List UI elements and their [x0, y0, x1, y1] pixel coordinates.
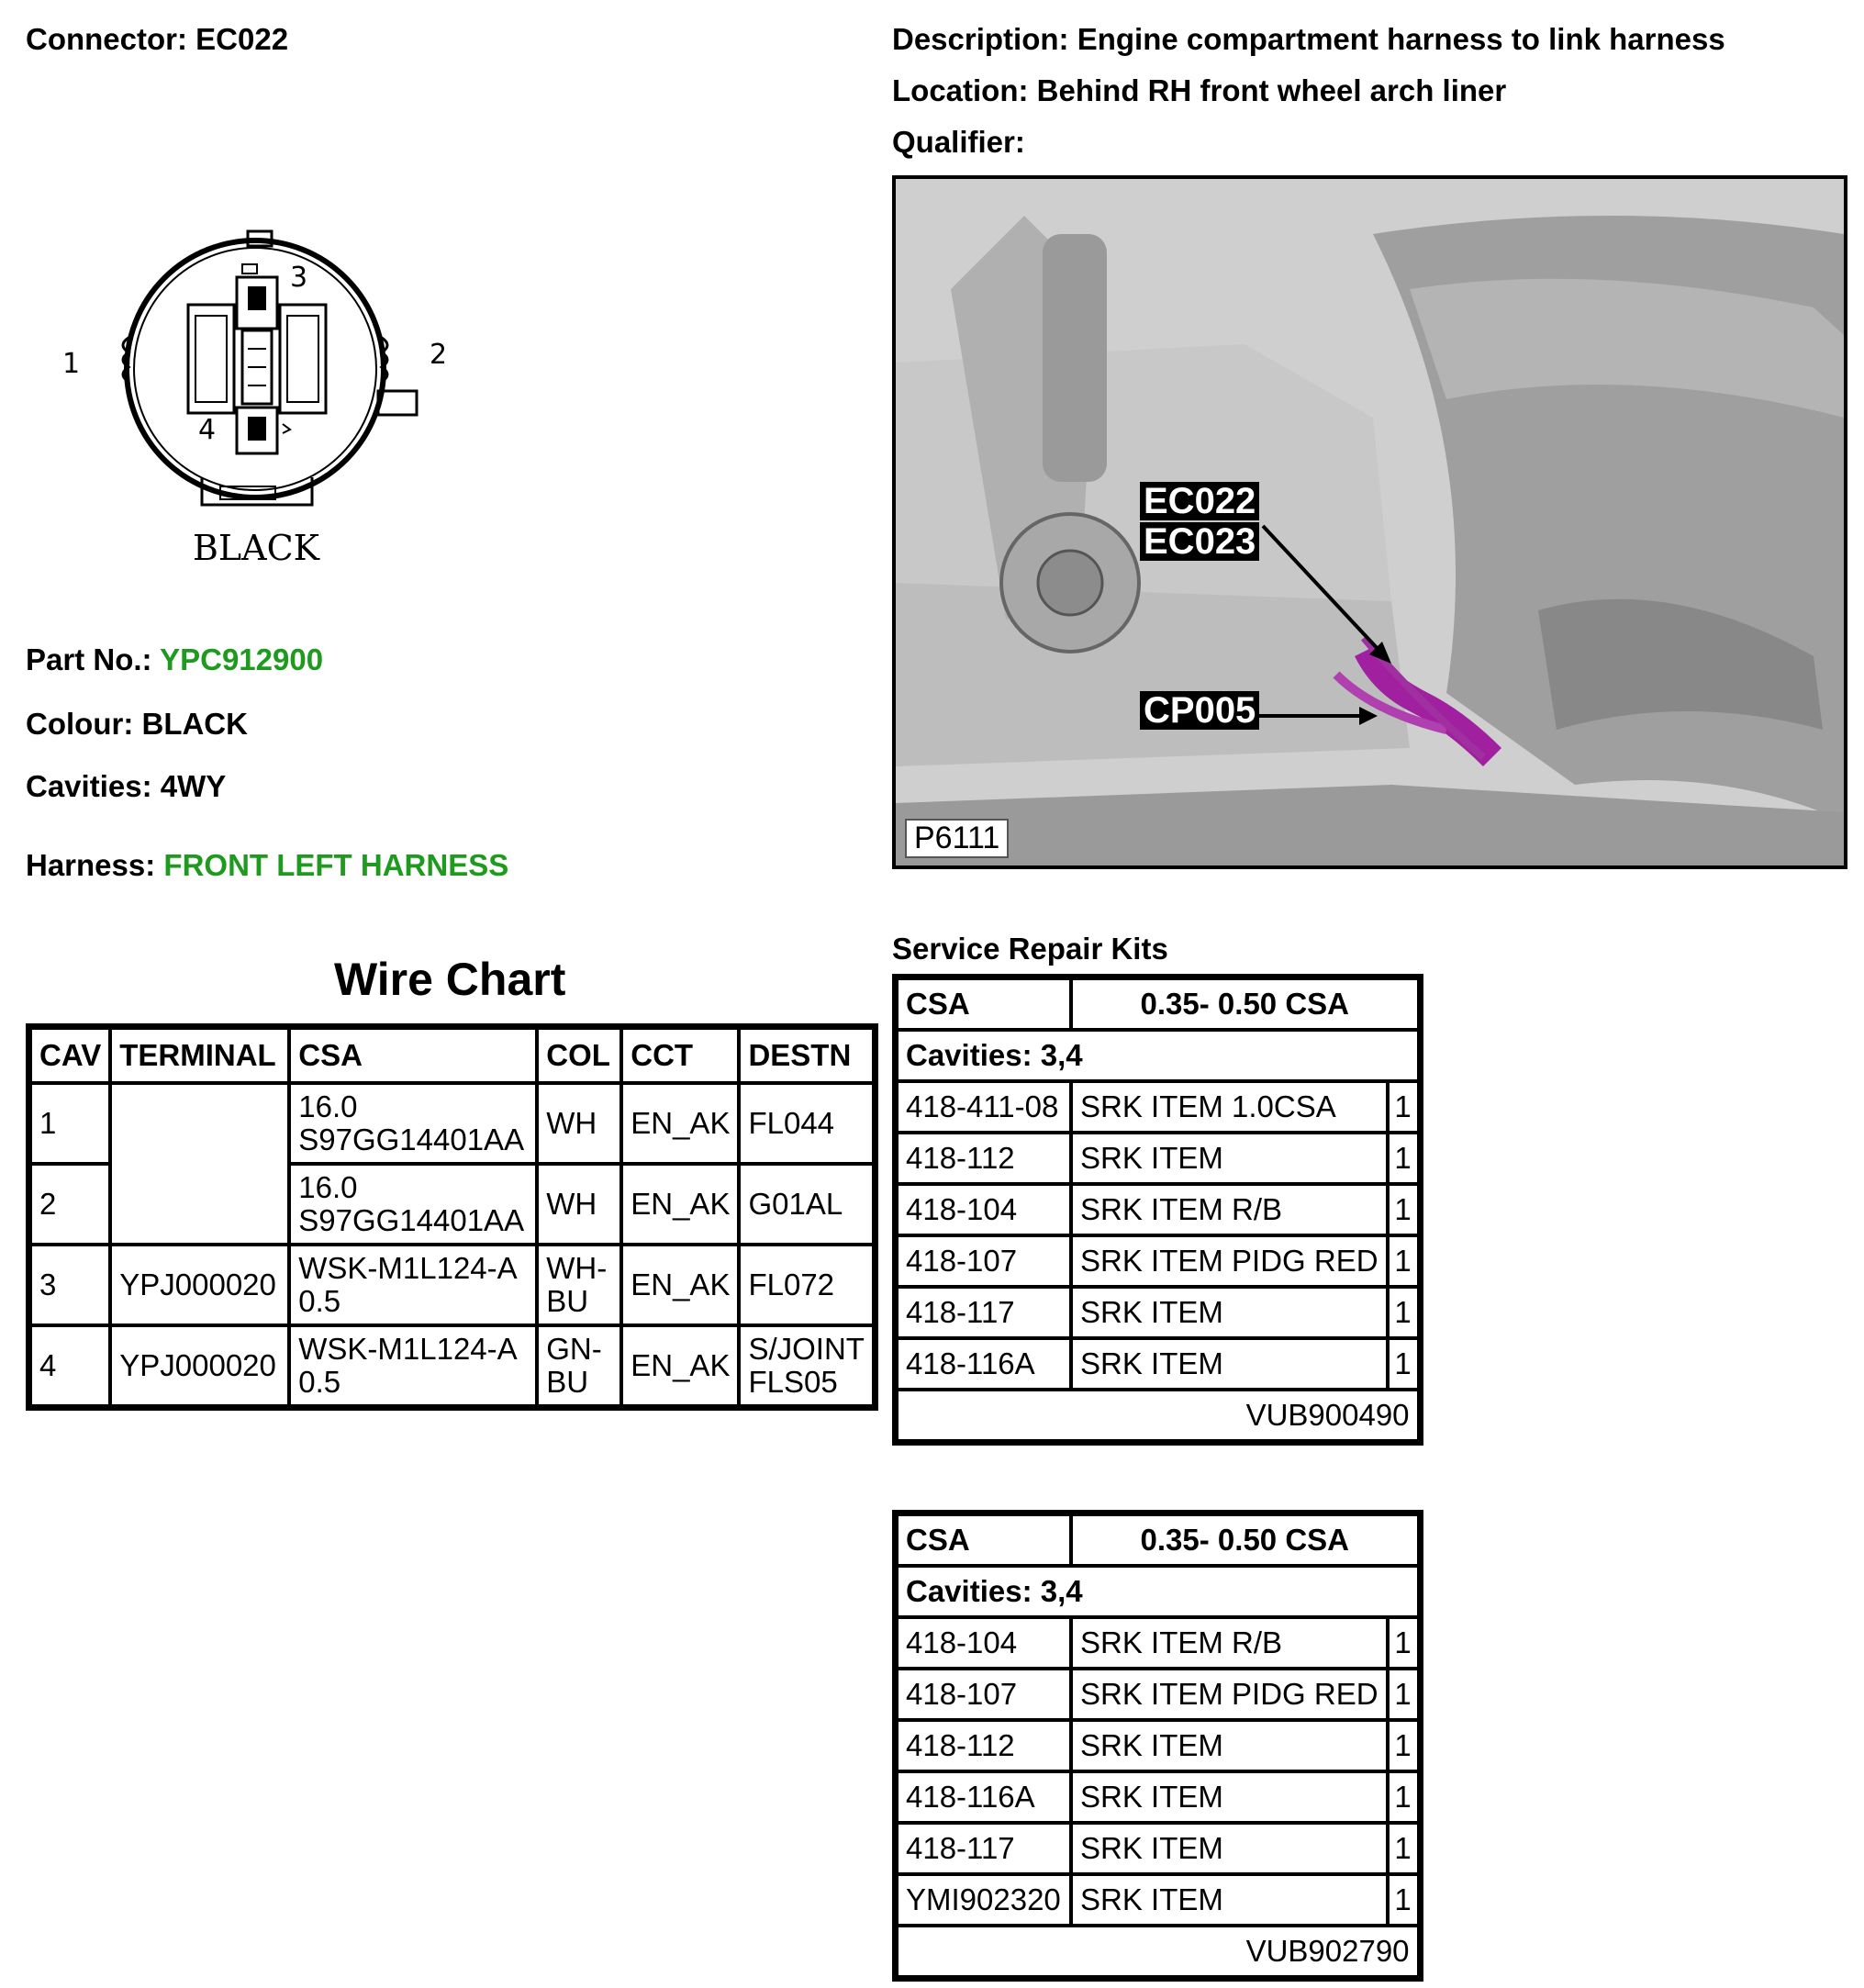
- cell-col: [537, 1083, 621, 1164]
- kit-csa-value: 0.35- 0.50 CSA: [1071, 1514, 1419, 1566]
- kit-item-qty: 1: [1388, 1184, 1419, 1235]
- description-label: Description:: [892, 22, 1069, 56]
- kit-part-row: [897, 1390, 1419, 1441]
- kit-item-code: 418-112: [897, 1133, 1071, 1184]
- col-line-1: WH-: [546, 1251, 608, 1285]
- destn-line-1: FL044: [748, 1106, 835, 1140]
- csa-line-2: S97GG14401AA: [298, 1122, 525, 1156]
- connector-colour-caption: BLACK: [193, 528, 320, 568]
- table-row: [897, 1235, 1419, 1287]
- csa-line-1: 16.0: [298, 1089, 358, 1123]
- connector-label: Connector:: [26, 22, 187, 56]
- kit-item-desc: SRK ITEM: [1071, 1823, 1388, 1874]
- qualifier-label: Qualifier:: [892, 125, 1025, 159]
- kit-item-code: 418-107: [897, 1669, 1071, 1720]
- kit-item-desc: SRK ITEM: [1071, 1720, 1388, 1771]
- cell-destn: [739, 1245, 874, 1325]
- service-kit-table-2: [892, 1510, 1423, 1982]
- kit-item-code: 418-116A: [897, 1338, 1071, 1390]
- kit-item-qty: 1: [1388, 1669, 1419, 1720]
- kit-item-code: 418-112: [897, 1720, 1071, 1771]
- csa-line-2: S97GG14401AA: [298, 1203, 525, 1237]
- kit-item-qty: 1: [1388, 1235, 1419, 1287]
- table-row: [897, 1669, 1419, 1720]
- description-value: Engine compartment harness to link harness: [1077, 22, 1725, 56]
- kit-item-desc: SRK ITEM PIDG RED: [1071, 1235, 1388, 1287]
- part-no-line: [26, 642, 323, 677]
- cell-cav: 2: [30, 1164, 110, 1245]
- kit-item-desc: SRK ITEM: [1071, 1287, 1388, 1338]
- kit-item-qty: 1: [1388, 1081, 1419, 1133]
- colour-line: [26, 707, 248, 742]
- table-row: [30, 1325, 874, 1406]
- cell-destn: [739, 1083, 874, 1164]
- kit-csa-row: [897, 1514, 1419, 1566]
- csa-line-2: 0.5: [298, 1284, 341, 1318]
- photo-callout-cp005: CP005: [1140, 691, 1259, 730]
- photo-callout-ec022: EC022: [1140, 482, 1259, 520]
- table-row: [897, 1184, 1419, 1235]
- table-row: [897, 1874, 1419, 1926]
- cell-csa: [289, 1245, 537, 1325]
- destn-line-1: S/JOINT: [748, 1332, 865, 1366]
- description-line: [892, 22, 1725, 57]
- table-row: [897, 1287, 1419, 1338]
- csa-line-2: 0.5: [298, 1365, 341, 1399]
- cell-cav: 1: [30, 1083, 110, 1164]
- destn-line-1: G01AL: [748, 1187, 843, 1221]
- table-row: [30, 1083, 874, 1164]
- kit-item-qty: 1: [1388, 1823, 1419, 1874]
- kit-item-code: 418-116A: [897, 1771, 1071, 1823]
- kit-item-desc: SRK ITEM R/B: [1071, 1617, 1388, 1669]
- location-photo: [892, 175, 1847, 869]
- col-line-1: GN-: [546, 1332, 602, 1366]
- destn-line-1: FL072: [748, 1268, 835, 1301]
- kit-item-code: 418-107: [897, 1235, 1071, 1287]
- connector-value: EC022: [195, 22, 289, 56]
- col-line-1: WH: [546, 1106, 597, 1140]
- col-header-destn: DESTN: [739, 1028, 874, 1083]
- destn-line-2: FLS05: [748, 1365, 838, 1399]
- cavities-line: [26, 769, 226, 804]
- service-repair-kits-title: Service Repair Kits: [892, 932, 1168, 966]
- kit-item-code: 418-117: [897, 1287, 1071, 1338]
- kit-csa-row: [897, 978, 1419, 1030]
- pin-label-3: 3: [290, 262, 308, 294]
- cell-terminal: YPJ000020: [110, 1325, 289, 1406]
- colour-value: BLACK: [141, 707, 248, 741]
- location-value: Behind RH front wheel arch liner: [1036, 73, 1507, 107]
- pin-label-4: 4: [198, 414, 217, 446]
- col-header-cct: CCT: [621, 1028, 739, 1083]
- cell-csa: [289, 1325, 537, 1406]
- harness-line: [26, 848, 508, 883]
- col-header-col: COL: [537, 1028, 621, 1083]
- wire-chart-header-row: [30, 1028, 874, 1083]
- table-row: [897, 1823, 1419, 1874]
- col-header-csa: CSA: [289, 1028, 537, 1083]
- connector-face-diagram: [55, 220, 459, 578]
- kit-item-code: YMI902320: [897, 1874, 1071, 1926]
- kit-cavities-row: [897, 1030, 1419, 1081]
- kit-item-qty: 1: [1388, 1720, 1419, 1771]
- csa-line-1: 16.0: [298, 1170, 358, 1204]
- location-line: [892, 73, 1506, 108]
- kit-part-number: VUB902790: [897, 1926, 1419, 1977]
- pin-label-2: 2: [430, 339, 448, 371]
- col-line-2: BU: [546, 1365, 589, 1399]
- col-line-1: WH: [546, 1187, 597, 1221]
- kit-item-qty: 1: [1388, 1617, 1419, 1669]
- harness-value[interactable]: FRONT LEFT HARNESS: [163, 848, 509, 882]
- kit-cavities: Cavities: 3,4: [897, 1566, 1419, 1617]
- csa-line-1: WSK-M1L124-A: [298, 1332, 518, 1366]
- kit-item-qty: 1: [1388, 1338, 1419, 1390]
- harness-label: Harness:: [26, 848, 156, 882]
- cell-cct: EN_AK: [621, 1325, 739, 1406]
- kit-cavities-row: [897, 1566, 1419, 1617]
- photo-figure-id: P6111: [905, 819, 1009, 858]
- kit-item-desc: SRK ITEM: [1071, 1133, 1388, 1184]
- kit-csa-value: 0.35- 0.50 CSA: [1071, 978, 1419, 1030]
- cell-destn: [739, 1325, 874, 1406]
- cell-cav: 3: [30, 1245, 110, 1325]
- col-header-cav: CAV: [30, 1028, 110, 1083]
- cavities-value: 4WY: [160, 769, 227, 803]
- table-row: [897, 1338, 1419, 1390]
- pin-label-1: 1: [62, 348, 81, 380]
- kit-item-desc: SRK ITEM R/B: [1071, 1184, 1388, 1235]
- kit-item-desc: SRK ITEM: [1071, 1338, 1388, 1390]
- kit-item-code: 418-411-08: [897, 1081, 1071, 1133]
- kit-item-qty: 1: [1388, 1287, 1419, 1338]
- cell-terminal: [110, 1083, 289, 1245]
- kit-part-row: [897, 1926, 1419, 1977]
- part-no-value[interactable]: YPC912900: [160, 642, 324, 676]
- cell-destn: [739, 1164, 874, 1245]
- cell-cct: EN_AK: [621, 1083, 739, 1164]
- col-header-terminal: TERMINAL: [110, 1028, 289, 1083]
- table-row: [897, 1771, 1419, 1823]
- kit-cavities: Cavities: 3,4: [897, 1030, 1419, 1081]
- table-row: [897, 1081, 1419, 1133]
- cell-csa: [289, 1083, 537, 1164]
- kit-item-qty: 1: [1388, 1133, 1419, 1184]
- cavities-label: Cavities:: [26, 769, 152, 803]
- kit-item-qty: 1: [1388, 1874, 1419, 1926]
- kit-item-code: 418-117: [897, 1823, 1071, 1874]
- kit-item-desc: SRK ITEM: [1071, 1771, 1388, 1823]
- service-kit-table-1: [892, 974, 1423, 1446]
- photo-callout-ec023: EC023: [1140, 522, 1259, 561]
- kit-item-desc: SRK ITEM PIDG RED: [1071, 1669, 1388, 1720]
- table-row: [897, 1133, 1419, 1184]
- kit-csa-label: CSA: [897, 1514, 1071, 1566]
- cell-col: [537, 1164, 621, 1245]
- table-row: [897, 1617, 1419, 1669]
- cell-cct: EN_AK: [621, 1164, 739, 1245]
- cell-col: [537, 1325, 621, 1406]
- cell-col: [537, 1245, 621, 1325]
- cell-csa: [289, 1164, 537, 1245]
- cell-terminal: YPJ000020: [110, 1245, 289, 1325]
- cell-cct: EN_AK: [621, 1245, 739, 1325]
- cell-cav: 4: [30, 1325, 110, 1406]
- kit-csa-label: CSA: [897, 978, 1071, 1030]
- kit-item-code: 418-104: [897, 1617, 1071, 1669]
- kit-item-desc: SRK ITEM 1.0CSA: [1071, 1081, 1388, 1133]
- location-label: Location:: [892, 73, 1029, 107]
- col-line-2: BU: [546, 1284, 589, 1318]
- qualifier-line: [892, 125, 1025, 160]
- wire-chart-title: Wire Chart: [334, 954, 566, 1005]
- connector-heading: [26, 22, 288, 57]
- kit-item-code: 418-104: [897, 1184, 1071, 1235]
- csa-line-1: WSK-M1L124-A: [298, 1251, 518, 1285]
- kit-part-number: VUB900490: [897, 1390, 1419, 1441]
- colour-label: Colour:: [26, 707, 134, 741]
- kit-item-qty: 1: [1388, 1771, 1419, 1823]
- kit-item-desc: SRK ITEM: [1071, 1874, 1388, 1926]
- table-row: [30, 1245, 874, 1325]
- part-no-label: Part No.:: [26, 642, 152, 676]
- table-row: [897, 1720, 1419, 1771]
- wire-chart-table: [26, 1023, 878, 1411]
- vehicle-illustration: [896, 179, 1844, 866]
